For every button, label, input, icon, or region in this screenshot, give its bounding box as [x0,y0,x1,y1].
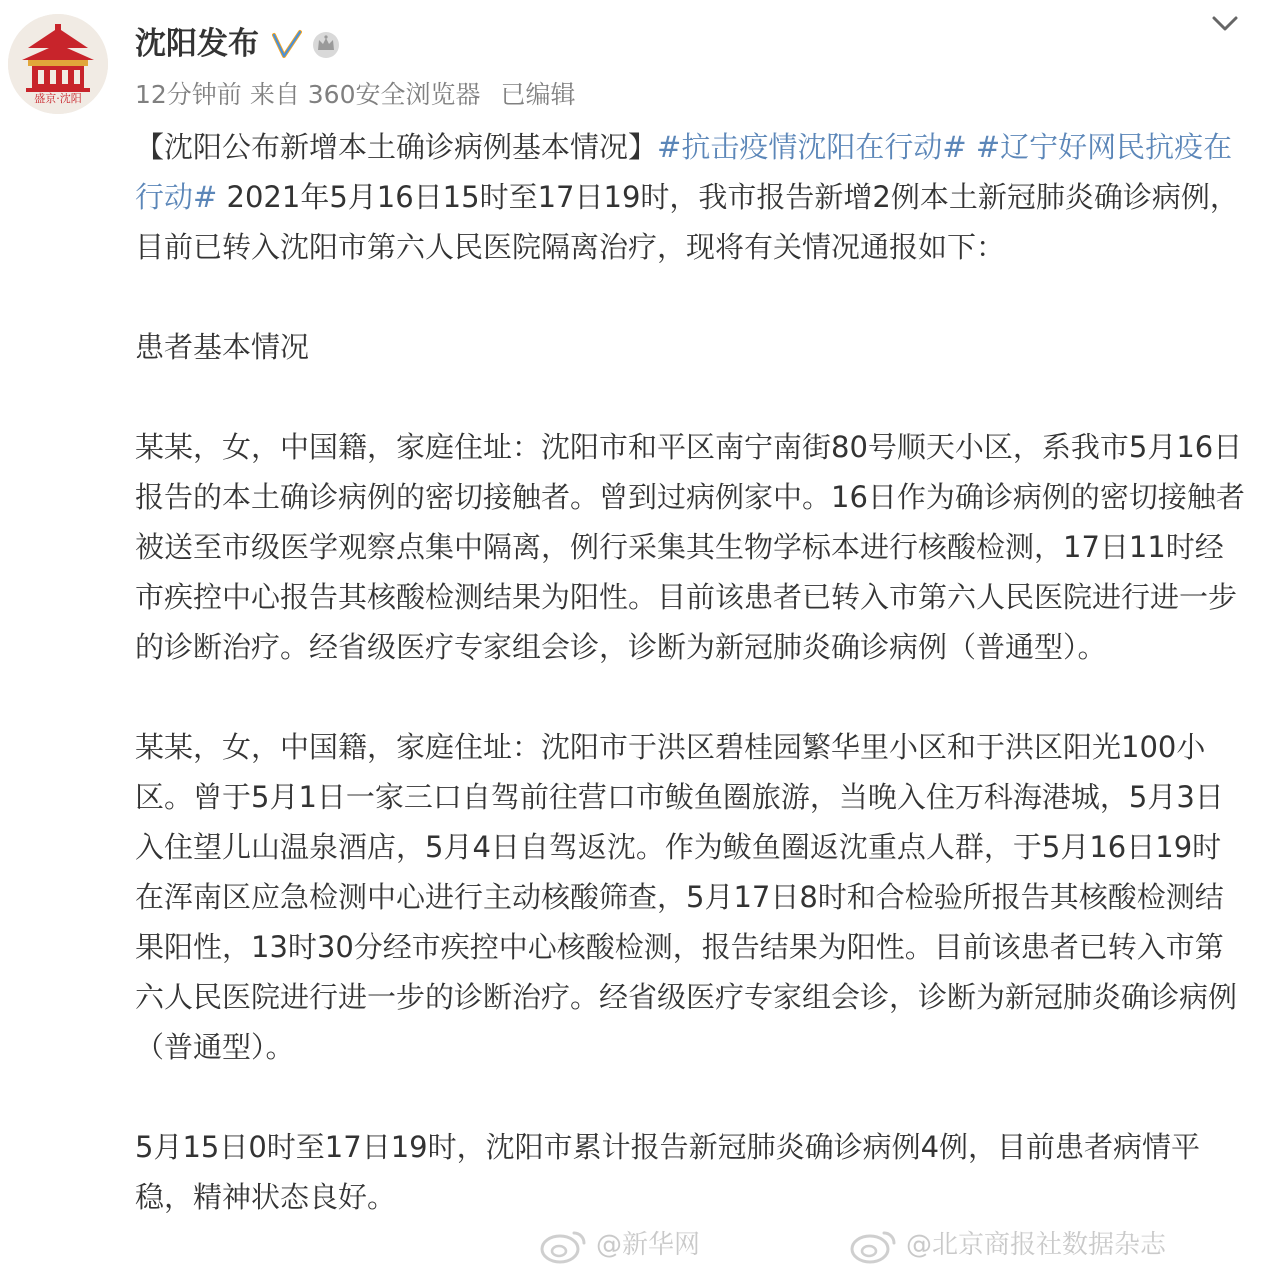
weibo-logo-icon [850,1227,898,1265]
crown-icon[interactable] [310,30,342,60]
hashtag-link[interactable]: #抗击疫情沈阳在行动# [657,130,967,164]
post-title: 【沈阳公布新增本土确诊病例基本情况】 [135,130,658,164]
verified-check-icon [270,28,304,62]
watermark-text: @北京商报社数据杂志 [906,1230,1167,1260]
summary-paragraph: 5月15日0时至17日19时，沈阳市累计报告新冠肺炎确诊病例4例，目前患者病情平稳，精神状态良好。 [135,1130,1201,1214]
section-title: 患者基本情况 [135,330,310,364]
case-paragraph: 某某，女，中国籍，家庭住址：沈阳市和平区南宁南街80号顺天小区，系我市5月16日报告的本土确诊病例的密切接触者。曾到过病例家中。16日作为确诊病例的密切接触者被送至市级医学观察点集中隔离，例行采集其生物学标本进行核酸检测，17日11时经市疾控中心报告其核酸检测结果为阳性。目前该患者已转入市第六人民医院进行进一步的诊断治疗。经省级医疗专家组会诊，诊断为新冠肺炎确诊病例（普通型）。 [135,430,1245,664]
post-body [135,122,1245,1222]
post-meta [135,78,584,112]
account-name[interactable]: 沈阳发布 [135,26,259,62]
edited-label[interactable]: 已编辑 [500,80,576,109]
post-intro-paragraph [135,122,1245,272]
watermark-text: @新华网 [596,1230,701,1260]
weibo-logo-icon [540,1227,588,1265]
post-intro: 2021年5月16日15时至17日19时，我市报告新增2例本土新冠肺炎确诊病例，目前已转入沈阳市第六人民医院隔离治疗，现将有关情况通报如下： [135,180,1239,264]
post-time[interactable]: 12分钟前 [135,80,242,109]
post-source: 来自 360安全浏览器 [249,80,481,109]
case-paragraph: 某某，女，中国籍，家庭住址：沈阳市于洪区碧桂园繁华里小区和于洪区阳光100小区。曾于5月1日一家三口自驾前往营口市鲅鱼圈旅游，当晚入住万科海港城，5月3日入住望儿山温泉酒店，5月4日自驾返沈。作为鲅鱼圈返沈重点人群，于5月16日19时在浑南区应急检测中心进行主动核酸筛查，5月17日8时和合检验所报告其核酸检测结果阳性，13时30分经市疾控中心核酸检测，报告结果为阳性。目前该患者已转入市第六人民医院进行进一步的诊断治疗。经省级医疗专家组会诊，诊断为新冠肺炎确诊病例（普通型）。 [135,730,1238,1064]
watermarks [540,1225,1166,1265]
watermark [850,1225,1166,1265]
hashtag-link[interactable]: #辽宁好网民抗疫在行动# [135,130,1233,214]
avatar-caption: 盛京·沈阳 [34,92,82,105]
chevron-down-icon[interactable] [1208,8,1242,38]
watermark [540,1225,700,1265]
